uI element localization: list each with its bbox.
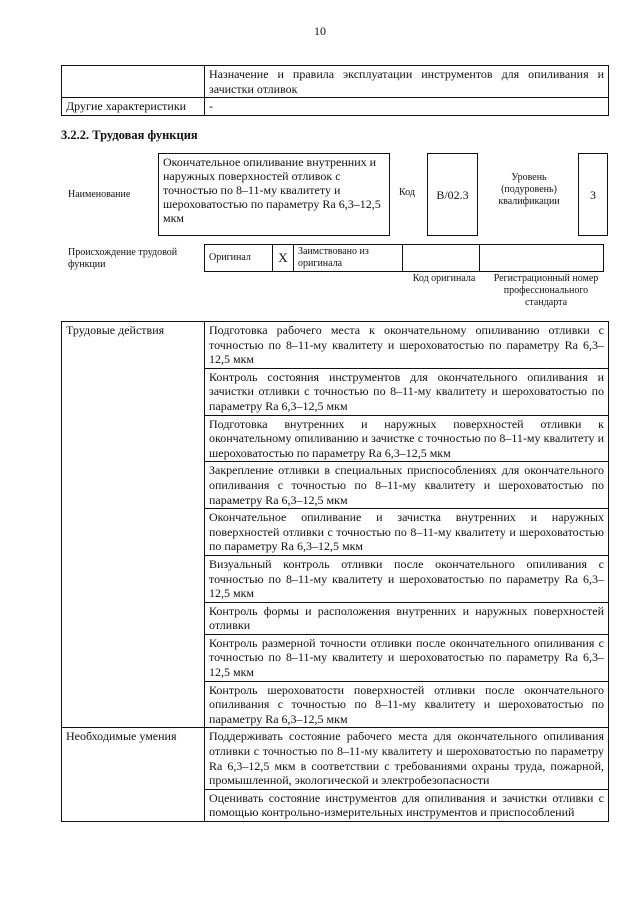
original-label: Оригинал [205, 245, 273, 272]
level-value-box: 3 [578, 153, 608, 236]
borrowed-label: Заимствовано из оригинала [294, 245, 403, 272]
labor-action-item: Визуальный контроль отливки после окончательного опиливания с точностью по 8–11-му квалитету и шероховатостью по параметру Ra 6,3–12,5 мкм [205, 555, 609, 602]
labor-action-item: Окончательное опиливание и зачистка внутренних и наружных поверхностей отливки с точностью по 8–11-му квалитету и шероховатостью по параметру Ra 6,3–12,5 мкм [205, 509, 609, 556]
code-label: Код [399, 187, 415, 198]
labor-function-table [61, 321, 609, 822]
table-row [62, 728, 609, 789]
origin-table [204, 244, 604, 272]
skills-label: Необходимые умения [62, 728, 205, 822]
table-cell: Назначение и правила эксплуатации инструментов для опиливания и зачистки отливок [205, 66, 609, 98]
labor-actions-label: Трудовые действия [62, 322, 205, 728]
section-title: 3.2.2. Трудовая функция [61, 128, 198, 142]
origin-code-cell [403, 245, 480, 272]
labor-action-item: Подготовка внутренних и наружных поверхностей отливки к окончательному опиливанию и зачистке с точностью по 8–11-му квалитету и шероховатостью по параметру Ra 6,3–12,5 мкм [205, 415, 609, 462]
function-code-box: B/02.3 [427, 153, 478, 236]
origin-label: Происхождение трудовой функции [68, 247, 178, 270]
level-label: Уровень (подуровень) квалификации [498, 172, 560, 207]
empty-cell [62, 66, 205, 98]
labor-action-item: Контроль формы и расположения внутренних и наружных поверхностей отливки [205, 602, 609, 634]
labor-action-item: Контроль состояния инструментов для окончательного опиливания и зачистки отливки с точностью по 8–11-му квалитету и шероховатостью по параметру Ra 6,3–12,5 мкм [205, 368, 609, 415]
original-mark: X [273, 245, 294, 272]
function-name-box: Окончательное опиливание внутренних и наружных поверхностей отливок с точностью по 8–11-му квалитету и шероховатостью по параметру Ra 6,3–12,5 мкм [158, 153, 390, 236]
labor-action-item: Закрепление отливки в специальных приспособлениях для окончательного опиливания с точностью по 8–11-му квалитету и шероховатостью по параметру Ra 6,3–12,5 мкм [205, 462, 609, 509]
other-characteristics-value: - [205, 98, 609, 116]
labor-action-item: Контроль размерной точности отливки после окончательного опиливания с точностью по 8–11-му квалитету и шероховатостью по параметру Ra 6,3–12,5 мкм [205, 634, 609, 681]
skill-item: Оценивать состояние инструментов для опиливания и зачистки отливки с помощью контрольно-измерительных инструментов и приспособлений [205, 789, 609, 821]
labor-action-item: Контроль шероховатости поверхностей отливки после окончательного опиливания с точностью по 8–11-му квалитету и шероховатостью по параметру Ra 6,3–12,5 мкм [205, 681, 609, 728]
origin-code-caption: Код оригинала [412, 273, 476, 284]
page-number: 10 [314, 24, 326, 38]
other-characteristics-label: Другие характеристики [62, 98, 205, 116]
table-row [62, 98, 609, 116]
table-row [205, 245, 604, 272]
table-row [62, 66, 609, 98]
registration-number-caption: Регистрационный номер профессионального стандарта [493, 273, 599, 308]
previous-function-table [61, 65, 609, 116]
labor-action-item: Подготовка рабочего места к окончательному опиливанию отливки с точностью по 8–11-му квалитету и шероховатостью по параметру Ra 6,3–12,5 мкм [205, 322, 609, 369]
registration-number-cell [480, 245, 604, 272]
skill-item: Поддерживать состояние рабочего места для окончательного опиливания отливки с точностью по 8–11-му квалитету и шероховатостью по параметру Ra 6,3–12,5 мкм в соответствии с требованиями охраны труда, пожарной, промышленной, экологической и электробезопасности [205, 728, 609, 789]
name-label: Наименование [68, 189, 131, 200]
table-row [62, 322, 609, 369]
